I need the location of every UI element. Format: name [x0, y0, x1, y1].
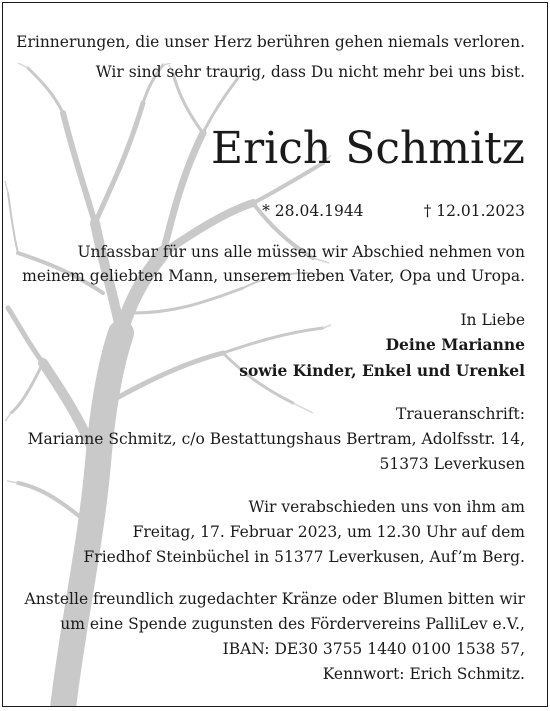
funeral-line-2: Freitag, 17. Februar 2023, um 12.30 Uhr auf dem: [132, 523, 525, 541]
life-dates: [262, 199, 525, 223]
sorrow-line: Wir sind sehr traurig, dass Du nicht mehr bei uns bist.: [95, 63, 525, 81]
funeral-line-1: Wir verabschieden uns von ihm am: [248, 498, 525, 516]
death-date: † 12.01.2023: [423, 202, 525, 220]
address-line: Marianne Schmitz, c/o Bestattungshaus Bertram, Adolfsstr. 14,: [27, 430, 525, 448]
notice-content: [3, 3, 547, 706]
signature-family: sowie Kinder, Enkel und Urenkel: [239, 361, 525, 380]
birth-date: * 28.04.1944: [262, 202, 364, 220]
deceased-name: Erich Schmitz: [211, 123, 525, 174]
obituary-notice: [2, 2, 548, 707]
donation-keyword: Kennwort: Erich Schmitz.: [322, 665, 525, 683]
donation-line-2: um eine Spende zugunsten des Fördervereins PalliLev e.V.,: [60, 615, 525, 633]
opening-quote: Erinnerungen, die unser Herz berühren gehen niemals verloren.: [16, 33, 525, 51]
signature-intro: In Liebe: [460, 311, 525, 329]
signature-spouse: Deine Marianne: [385, 335, 525, 354]
funeral-line-3: Friedhof Steinbüchel in 51377 Leverkusen, Auf’m Berg.: [83, 548, 525, 566]
farewell-line-1: Unfassbar für uns alle müssen wir Abschied nehmen von: [77, 243, 525, 261]
address-city: 51373 Leverkusen: [379, 455, 525, 473]
farewell-line-2: meinem geliebten Mann, unserem lieben Vater, Opa und Uropa.: [22, 267, 525, 285]
address-label: Traueranschrift:: [396, 405, 525, 423]
donation-line-1: Anstelle freundlich zugedachter Kränze oder Blumen bitten wir: [24, 590, 525, 608]
donation-iban: IBAN: DE30 3755 1440 0100 1538 57,: [222, 640, 525, 658]
